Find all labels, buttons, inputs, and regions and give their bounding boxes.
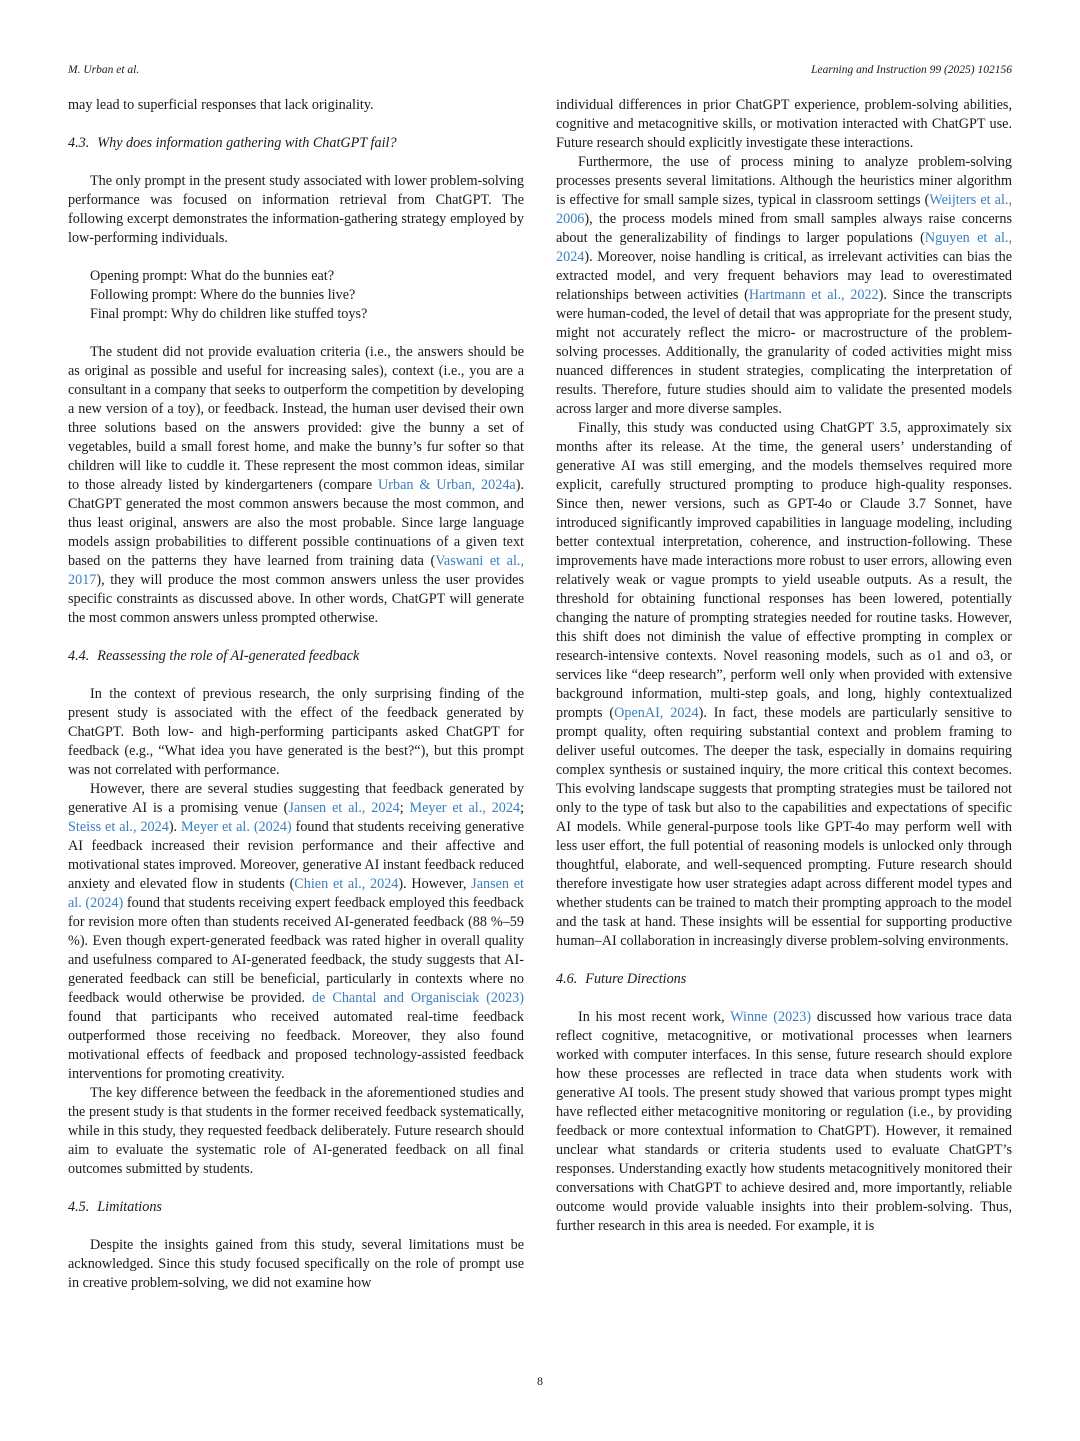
excerpt-line: Final prompt: Why do children like stuffed toys? [90, 306, 368, 322]
citation-link[interactable]: Urban & Urban, 2024a [378, 477, 516, 493]
paragraph: Despite the insights gained from this study, several limitations must be acknowledged. Since this study focused specifically on the role of prompt use in creative problem-solving, we did not examine how [68, 1237, 524, 1291]
text-run: The student did not provide evaluation criteria (i.e., the answers should be as original as possible and useful for increasing sales), context (i.e., you are a consultant in a company that seeks to outperform the competition by developing a new version of a toy), or feedback. Instead, the human user devised their own three solutions based on the answers provided: give the bunny a set of vegetables, build a small forest home, and make the bunny’s fur softer so that children will like to cuddle it. These represent the most common ideas, similar to those already listed by kindergarteners (compare [68, 344, 524, 493]
citation-link[interactable]: OpenAI, 2024 [614, 705, 699, 721]
text-run: ). Moreover, noise handling is critical, as irrelevant activities can bias the extracted model, and very frequent behaviors may lead to overestimated relationships between activities ( [556, 249, 1012, 303]
paragraph: individual differences in prior ChatGPT experience, problem-solving abilities, cognitive and metacognitive skills, or motivation interacted with ChatGPT use. Future research should explicitly investigate these interactions. [556, 97, 1012, 151]
text-run: ). In fact, these models are particularly sensitive to prompt quality, often requiring substantial context and problem framing to deliver useful outcomes. The deeper the task, especially in domains requiring complex synthesis or sustained inquiry, the more critical this context becomes. This evolving landscape suggests that prompting strategies must be tailored not only to the type of task but also to the capabilities and expectations of specific AI models. While general-purpose tools like GPT-4o may perform well with less user effort, the full potential of reasoning models is unlocked only through thoughtful, elaborate, and well-sequenced prompting. Future research should therefore investigate how user strategies adapt across different model types and whether students can be trained to match their prompting approach to the model and the task at hand. These insights will be essential for supporting productive human–AI collaboration in increasingly diverse problem-solving environments. [556, 705, 1012, 949]
text-run: However, there are several studies suggesting that feedback generated by generative AI is a promising venue ( [68, 781, 524, 816]
prompt-excerpt [90, 267, 524, 324]
text-run: ). [168, 819, 182, 835]
citation-link[interactable]: Meyer et al. (2024) [181, 819, 292, 835]
section-heading-4-3 [68, 134, 524, 153]
paragraph [68, 343, 524, 628]
citation-link[interactable]: Chien et al., 2024 [294, 876, 399, 892]
section-heading-4-6 [556, 970, 1012, 989]
section-number: 4.6. [556, 971, 578, 987]
section-title: Why does information gathering with ChatGPT fail? [97, 135, 397, 151]
text-run: ). Since the transcripts were human-coded, the level of detail that was appropriate for the present study, might not accurately reflect the micro- or macrostructure of the problem-solving processes. Additionally, the granularity of coded activities might miss nuanced differences in student strategies, complicating the interpretation of results. Therefore, future studies should aim to validate the presented models across larger and more diverse samples. [556, 287, 1012, 417]
left-column [68, 96, 524, 1293]
citation-link[interactable]: Hartmann et al., 2022 [748, 287, 879, 303]
citation-link[interactable]: Jansen et al., 2024 [288, 800, 400, 816]
citation-link[interactable]: Winne (2023) [730, 1009, 812, 1025]
text-run: found that participants who received automated real-time feedback outperformed those receiving no feedback. Moreover, they also found motivational effects of feedback and proposed technology-assisted feedback interventions for promoting creativity. [68, 1009, 524, 1082]
running-header-journal: Learning and Instruction 99 (2025) 102156 [811, 64, 1012, 76]
citation-link[interactable]: de Chantal and Organisciak (2023) [312, 990, 524, 1006]
paragraph [556, 1008, 1012, 1236]
citation-link[interactable]: Jansen et al. (2024) [68, 876, 524, 911]
section-number: 4.4. [68, 648, 90, 664]
citation-link[interactable]: Meyer et al., 2024 [409, 800, 521, 816]
section-title: Future Directions [585, 971, 687, 987]
right-column [556, 96, 1012, 1236]
text-run: ), they will produce the most common answers unless the user provides specific constraints as discussed above. In other words, ChatGPT will generate the most common answers unless prompted otherwise. [68, 572, 524, 626]
excerpt-line: Following prompt: Where do the bunnies live? [90, 287, 356, 303]
paragraph: may lead to superficial responses that lack originality. [68, 97, 374, 113]
text-run: ), the process models mined from small samples always raise concerns about the generalizability of findings to larger populations ( [556, 211, 1012, 246]
page-number: 8 [537, 1374, 543, 1388]
text-run: Finally, this study was conducted using ChatGPT 3.5, approximately six months after its release. At the time, the general users’ understanding of generative AI was still emerging, and the models themselves required more explicit, carefully structured prompting to produce high-quality responses. Since then, newer versions, such as GPT-4o or Claude 3.7 Sonnet, have introduced significantly improved capabilities in language modeling, including better contextual interpretation, coherence, and instruction-following. These improvements have made interactions more robust to user errors, allowing even relatively weak or vague prompts to yield useable outputs. As a result, the threshold for obtaining functional responses has been lowered, potentially changing the nature of prompting strategies needed for routine tasks. However, this shift does not diminish the value of effective prompting in complex or research-intensive contexts. Novel reasoning models, such as o1 and o3, or services like “deep research”, perform well only when provided with extensive background information, multi-step goals, and long, highly contextualized prompts ( [556, 420, 1012, 721]
citation-link[interactable]: Steiss et al., 2024 [68, 819, 169, 835]
paragraph [556, 153, 1012, 419]
citation-link[interactable]: Vaswani et al., 2017 [68, 553, 525, 588]
paragraph: In the context of previous research, the only surprising finding of the present study is associated with the effect of the feedback generated by ChatGPT. Both low- and high-performing participants asked ChatGPT for feedback (e.g., “What idea you have generated is the best?“), but this prompt was not correlated with performance. [68, 686, 524, 778]
running-header-authors: M. Urban et al. [68, 64, 140, 76]
section-heading-4-4 [68, 647, 524, 666]
section-number: 4.3. [68, 135, 90, 151]
excerpt-line: Opening prompt: What do the bunnies eat? [90, 268, 335, 284]
paragraph [556, 419, 1012, 951]
section-title: Reassessing the role of AI-generated feedback [97, 648, 360, 664]
text-run: ; [520, 800, 525, 816]
text-run: ). ChatGPT generated the most common answers because the most common, and thus least original, answers are also the most probable. Since large language models assign probabilities to different possible continuations of a given text based on the patterns they have learned from training data ( [68, 477, 524, 569]
text-run: In his most recent work, [578, 1009, 731, 1025]
paragraph [68, 780, 524, 1084]
text-run: ; [399, 800, 410, 816]
text-run: found that students receiving expert feedback employed this feedback for revision more often than students received AI-generated feedback (88 %–59 %). Even though expert-generated feedback was rated higher in overall quality and usefulness compared to AI-generated feedback, the study suggests that AI-generated feedback can still be beneficial, particularly in contexts where no feedback would otherwise be provided. [68, 895, 524, 1006]
text-run: found that students receiving generative AI feedback increased their revision performance and their affective and motivational states improved. Moreover, generative AI instant feedback reduced anxiety and elevated flow in students ( [68, 819, 524, 892]
paragraph: The only prompt in the present study associated with lower problem-solving performance was focused on information retrieval from ChatGPT. The following excerpt demonstrates the information-gathering strategy employed by low-performing individuals. [68, 173, 524, 246]
section-title: Limitations [97, 1199, 162, 1215]
section-number: 4.5. [68, 1199, 90, 1215]
text-run: Furthermore, the use of process mining to analyze problem-solving processes presents several limitations. Although the heuristics miner algorithm is effective for small sample sizes, typical in classroom settings ( [556, 154, 1012, 208]
paragraph: The key difference between the feedback in the aforementioned studies and the present study is that students in the former received feedback systematically, while in this study, they requested feedback deliberately. Future research should aim to evaluate the systematic role of AI-generated feedback on all final outcomes submitted by students. [68, 1085, 524, 1177]
text-run: discussed how various trace data reflect cognitive, metacognitive, or motivational processes when learners worked with computer interfaces. In this sense, future research should explore how these processes are reflected in trace data when students work with generative AI tools. The present study showed that various prompt types might have reflected either metacognitive monitoring or regulation (i.e., by providing feedback or more contextual information to ChatGPT). However, it remained unclear what standards or criteria students used to evaluate ChatGPT’s responses. Understanding exactly how students metacognitively monitored their conversations with ChatGPT to achieve desired and, more importantly, reliable outcome would provide valuable insights into their problem-solving. Thus, further research in this area is needed. For example, it is [556, 1009, 1012, 1234]
section-heading-4-5 [68, 1198, 524, 1217]
citation-link[interactable]: Weijters et al., 2006 [556, 192, 1012, 227]
text-run: ). However, [398, 876, 472, 892]
citation-link[interactable]: Nguyen et al., 2024 [556, 230, 1012, 265]
